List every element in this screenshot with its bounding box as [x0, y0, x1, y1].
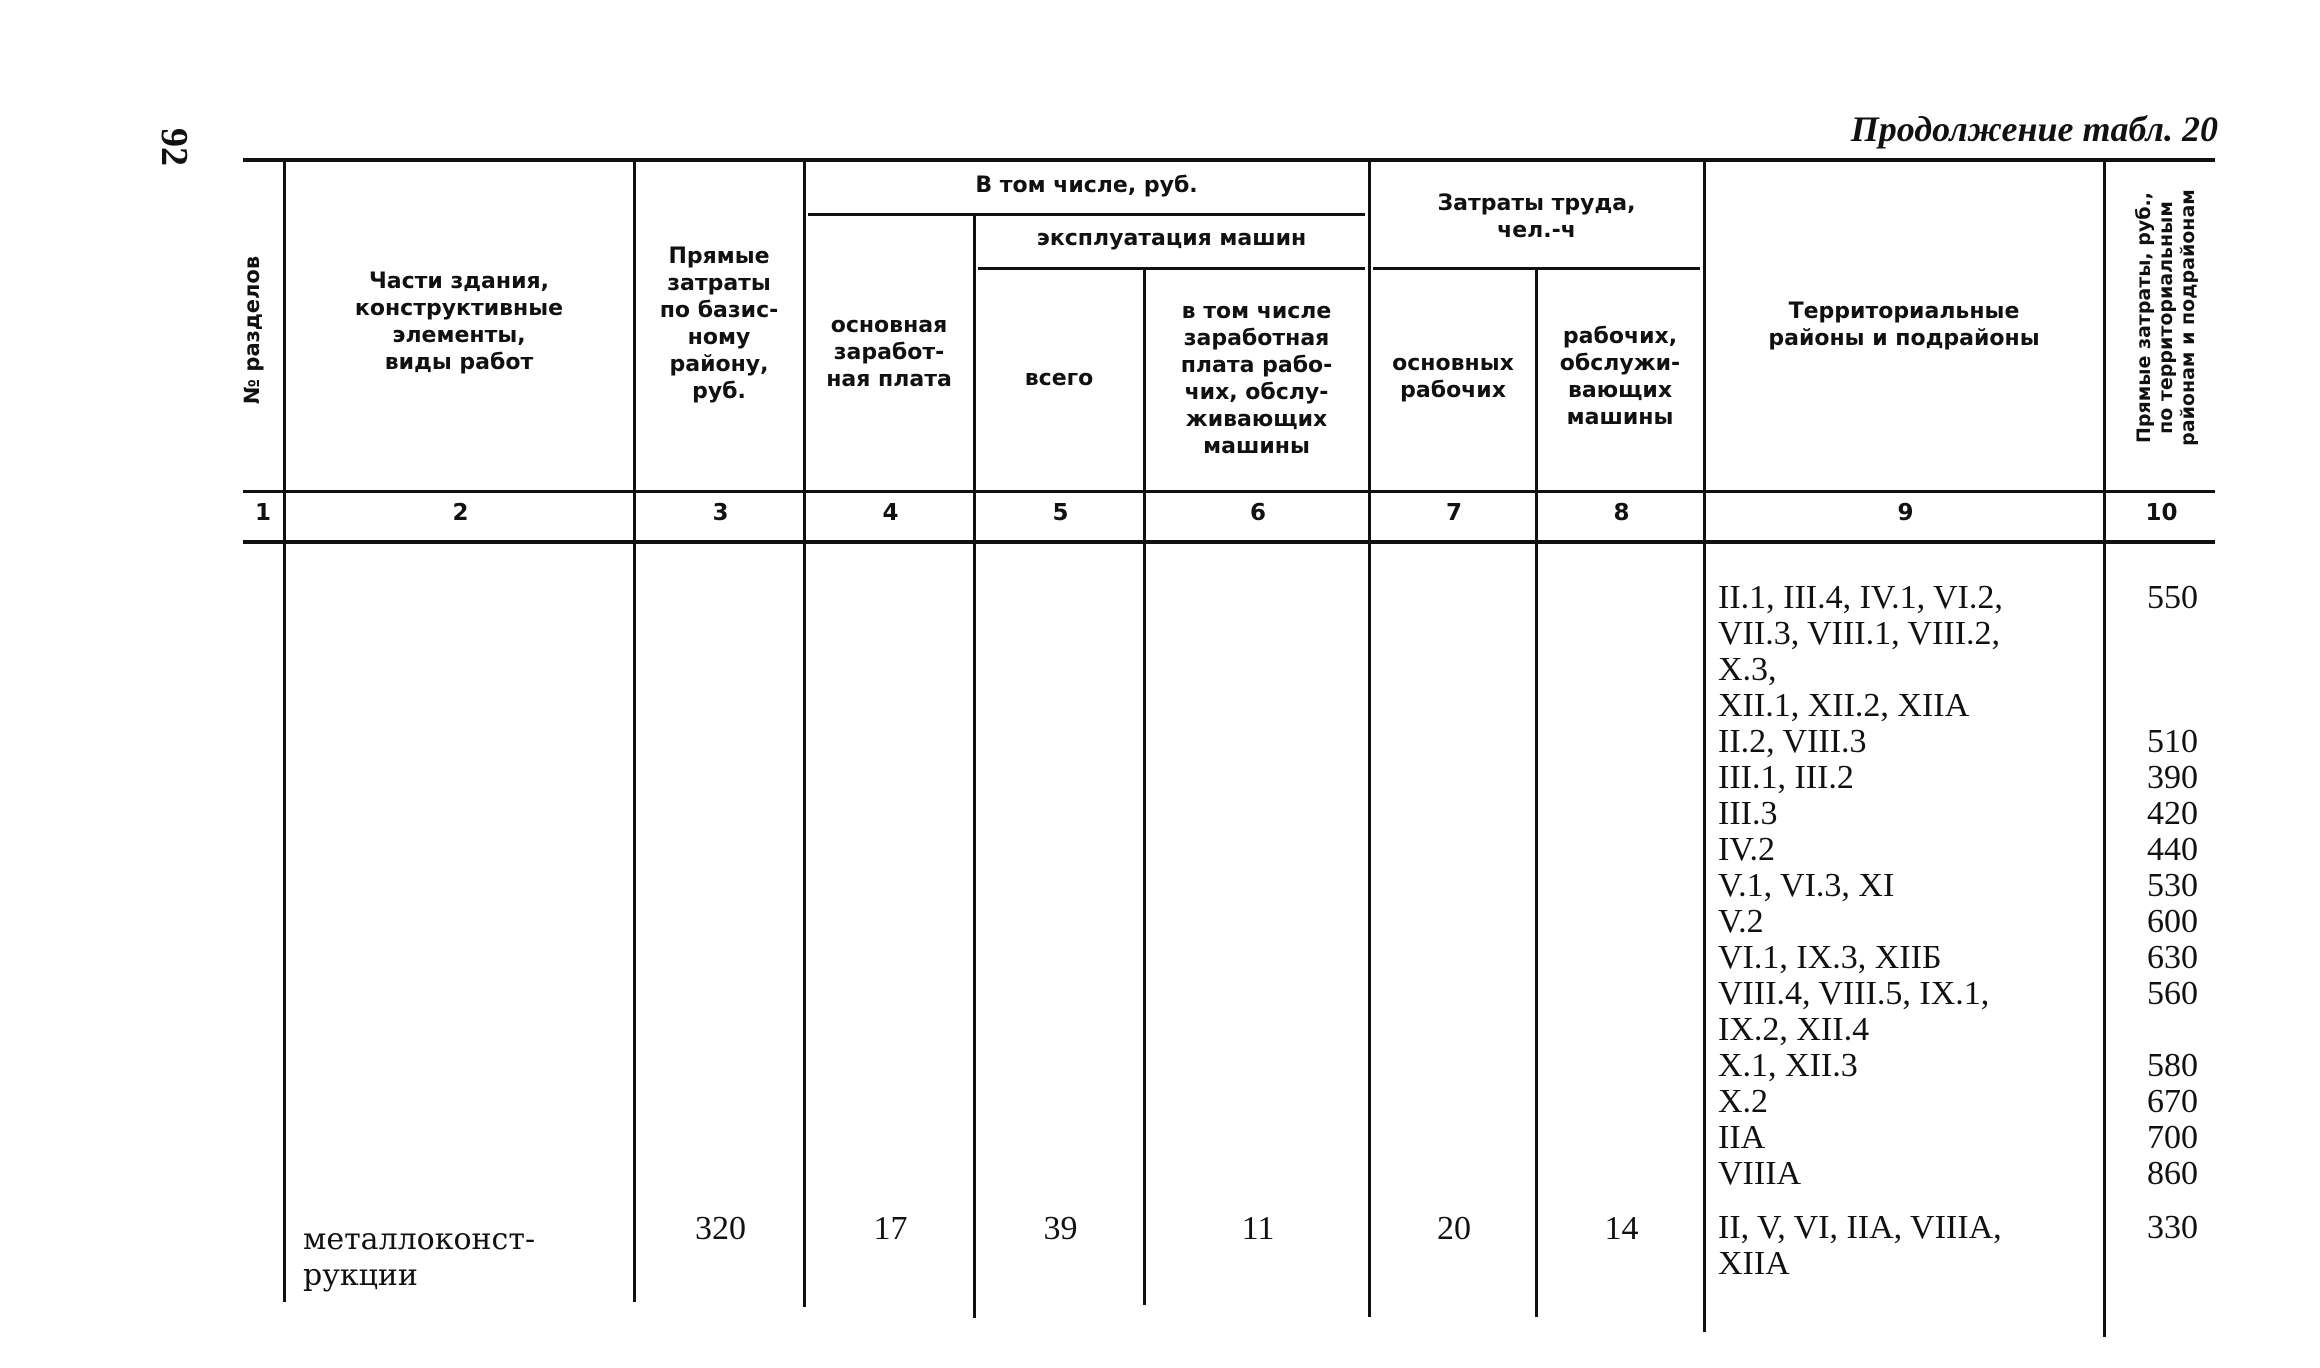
group-machines-rule: [978, 267, 1365, 270]
region-cell-13: VIIIA: [1718, 1155, 1802, 1192]
col-number-7: 7: [1445, 500, 1462, 526]
group-incl-rule: [808, 213, 1365, 216]
metal-row-regions: II, V, VI, IIA, VIIIA, XIIA: [1718, 1209, 2002, 1282]
table-caption: Продолжение табл. 20: [1850, 109, 2218, 149]
page-number: 92: [153, 128, 195, 166]
header-col9: Территориальные районы и подрайоны: [1768, 299, 2040, 351]
col-divider-2-body: [283, 544, 286, 1302]
metal-row-base-wage: 17: [873, 1210, 908, 1247]
numbers-bottom-rule: [243, 540, 2215, 544]
cost-cell-6: 530: [2147, 867, 2198, 904]
header-col7: основных рабочих: [1392, 351, 1514, 403]
region-cell-5: IV.2: [1718, 831, 1775, 868]
cost-cell-10: 580: [2147, 1047, 2198, 1084]
cost-cell-1: 550: [2147, 579, 2198, 616]
col-divider-2: [633, 162, 636, 1302]
header-col10: Прямые затраты, руб., по территориальным районам и подрайонам: [2133, 189, 2199, 446]
header-col3: Прямые затраты по базис- ному району, руб.: [659, 244, 779, 404]
region-cell-2: II.2, VIII.3: [1718, 723, 1867, 760]
header-col1: № разделов: [240, 255, 264, 405]
region-cell-11: X.2: [1718, 1083, 1769, 1120]
metal-row-machines-wage: 11: [1241, 1210, 1275, 1247]
region-cell-3: III.1, III.2: [1718, 759, 1854, 796]
region-cell-6: V.1, VI.3, XI: [1718, 867, 1895, 904]
col-number-4: 4: [882, 500, 899, 526]
cost-cell-8: 630: [2147, 939, 2198, 976]
col-number-9: 9: [1897, 500, 1914, 526]
header-group-labor: Затраты труда, чел.-ч: [1437, 191, 1636, 243]
region-cell-12: IIA: [1718, 1119, 1766, 1156]
metal-row-element: металлоконст- рукции: [303, 1222, 536, 1293]
metal-row-cost: 330: [2147, 1209, 2198, 1246]
header-col5: всего: [1024, 366, 1094, 391]
col-divider-4: [973, 213, 976, 1318]
col-number-5: 5: [1052, 500, 1069, 526]
header-col8: рабочих, обслужи- вающих машины: [1559, 324, 1681, 430]
cost-cell-7: 600: [2147, 903, 2198, 940]
metal-row-machines-total: 39: [1043, 1210, 1078, 1247]
col-number-8: 8: [1613, 500, 1630, 526]
col-divider-6: [1368, 162, 1371, 1317]
col-divider-1: [283, 162, 286, 540]
header-col4: основная заработ- ная плата: [826, 313, 952, 392]
col-divider-8: [1703, 162, 1706, 1332]
col-number-6: 6: [1249, 500, 1266, 526]
col-divider-7: [1535, 267, 1538, 1317]
region-cell-8: VI.1, IX.3, XIIБ: [1718, 939, 1942, 976]
top-rule: [243, 158, 2215, 162]
metal-row-direct-cost: 320: [695, 1210, 746, 1247]
cost-cell-5: 440: [2147, 831, 2198, 868]
cost-cell-9: 560: [2147, 975, 2198, 1012]
col-divider-3: [803, 162, 806, 1307]
header-bottom-rule: [243, 490, 2215, 493]
header-group-incl: В том числе, руб.: [975, 173, 1198, 198]
col-number-2: 2: [452, 500, 469, 526]
region-cell-4: III.3: [1718, 795, 1778, 832]
region-cell-9: VIII.4, VIII.5, IX.1, IX.2, XII.4: [1718, 975, 1990, 1048]
metal-row-labor-machines: 14: [1604, 1210, 1639, 1247]
col-divider-5: [1143, 267, 1146, 1305]
cost-cell-3: 390: [2147, 759, 2198, 796]
cost-cell-4: 420: [2147, 795, 2198, 832]
region-cell-1: II.1, III.4, IV.1, VI.2, VII.3, VIII.1, VIII.2, X.3, XII.1, XII.2, XIIA: [1718, 579, 2003, 724]
cost-cell-2: 510: [2147, 723, 2198, 760]
header-group-machines: эксплуатация машин: [1036, 226, 1307, 251]
metal-row-labor-main: 20: [1437, 1210, 1471, 1247]
cost-cell-11: 670: [2147, 1083, 2198, 1120]
region-cell-7: V.2: [1718, 903, 1764, 940]
col-number-1: 1: [254, 500, 271, 526]
header-col6: в том числе заработная плата рабо- чих, обслу- живающих машины: [1180, 299, 1333, 459]
col-number-10: 10: [2145, 500, 2178, 526]
cost-cell-13: 860: [2147, 1155, 2198, 1192]
header-col2: Части здания, конструктивные элементы, виды работ: [354, 269, 564, 375]
region-cell-10: X.1, XII.3: [1718, 1047, 1858, 1084]
cost-cell-12: 700: [2147, 1119, 2198, 1156]
col-number-3: 3: [712, 500, 729, 526]
